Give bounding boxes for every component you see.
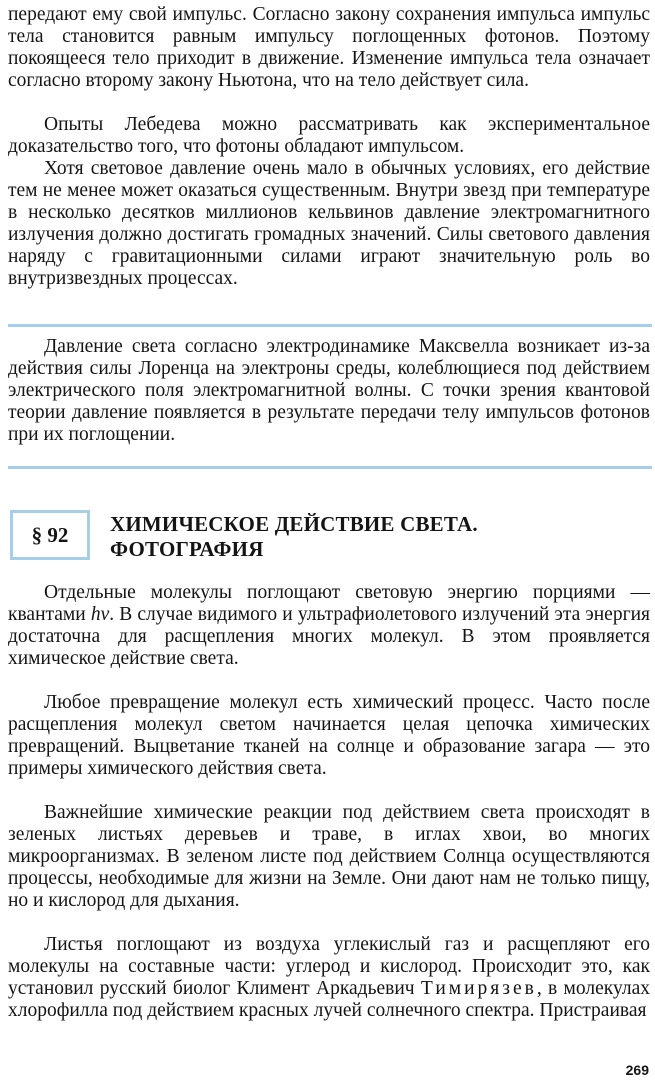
paragraph-momentum-transfer: передают ему свой импульс. Согласно закону сохранения импульса импульс тела становится равным импульсу поглощенных фотонов. Поэтому покоящееся тело приходит в движение. Изменение импульса тела означает согласно второму закону Ньютона, что на тело действует сила. (8, 4, 650, 91)
paragraph-timiryazev-text-a: Листья поглощают из воздуха углекислый газ и расщепляют его молекулы на составные части: углерод и кислород. Происходит это, как установил русский биолог Климент Аркадьевич (8, 934, 650, 999)
paragraph-timiryazev-text-b: , в молекулах хлорофилла под действием красных лучей солнечного спектра. Пристраивая (8, 978, 650, 1021)
section-number-box (10, 510, 90, 560)
section-title-line-2: ФОТОГРАФИЯ (110, 537, 264, 561)
section-title-line-1: ХИМИЧЕСКОЕ ДЕЙСТВИЕ СВЕТА. (110, 512, 478, 536)
paragraph-quanta-text-b: . В случае видимого и ультрафиолетового излучений эта энергия достаточна для расщепления многих молекул. В этом проявляется химическое действие света. (8, 604, 650, 669)
paragraph-photosynthesis: Важнейшие химические реакции под действием света происходят в зеленых листьях деревьев и траве, в иглах хвои, во многих микроорганизмах. В зеленом листе под действием Солнца осуществляются процессы, необходимые для жизни на Земле. Они дают нам не только пищу, но и кислород для дыхания. (8, 802, 650, 911)
summary-box-text: Давление света согласно электродинамике Максвелла возникает из-за действия силы Лоренца на электроны среды, колеблющиеся под действием электрического поля электромагнитной волны. С точки зрения квантовой теории давление появляется в результате передачи телу импульсов фотонов при их поглощении. (8, 336, 650, 445)
paragraph-chemical-process: Любое превращение молекул есть химический процесс. Часто после расщепления молекул светом начинается целая цепочка химических превращений. Выцветание тканей на солнце и образование загара — это примеры химического действия света. (8, 692, 650, 779)
summary-top-rule (8, 324, 652, 327)
paragraph-quanta-absorption (8, 582, 650, 670)
summary-bottom-rule (8, 466, 652, 469)
paragraph-lebedev-experiments: Опыты Лебедева можно рассматривать как экспериментальное доказательство того, что фотоны обладают импульсом. (8, 114, 650, 157)
page-number: 269 (625, 1062, 649, 1078)
paragraph-quanta-text-a: Отдельные молекулы поглощают световую энергию порциями — квантами (8, 582, 650, 625)
section-title (110, 512, 650, 562)
section-number: § 92 (31, 522, 69, 547)
formula-h-nu: hν (90, 604, 110, 625)
paragraph-timiryazev (8, 934, 650, 1022)
paragraph-stellar-pressure: Хотя световое давление очень мало в обычных условиях, его действие тем не менее может оказаться существенным. Внутри звезд при температуре в несколько десятков миллионов кельвинов давление электромагнитного излучения должно достигать громадных значений. Силы светового давления наряду с гравитационными силами играют значительную роль во внутризвездных процессах. (8, 158, 650, 289)
scientist-name: Тимирязев (420, 978, 537, 999)
